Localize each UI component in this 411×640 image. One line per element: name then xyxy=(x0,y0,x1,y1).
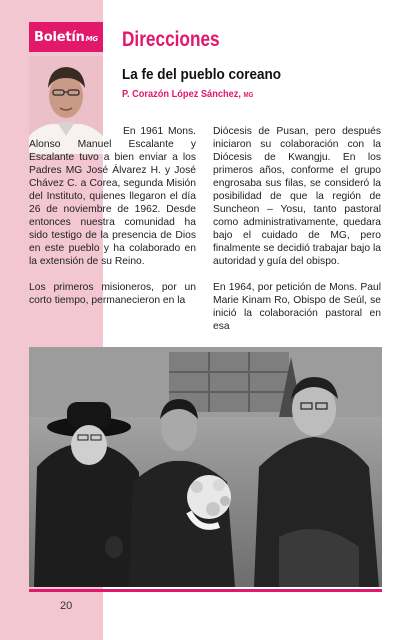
logo-suffix: MG xyxy=(85,34,98,43)
historical-photo xyxy=(29,347,382,587)
paragraph: En 1961 Mons. Alonso Manuel Escalante y Escalante tuvo a bien enviar a los Padres MG José Álvarez H. y José Chávez C. a Corea, segunda Misión del Instituto, quienes llegaron el día 26 de noviembre de 1962. Desde entonces nuestra comunidad ha sido testigo de la presencia de Dios en este pueblo y ha colaborado en la extensión de su Reino. xyxy=(29,126,196,267)
paragraph: Diócesis de Pusan, pero después iniciaron su colaboración con la Diócesis de Kwangju. En los primeros años, conforme el grupo engrosaba sus filas, se consideró la posibilidad de que la región de Suncheon – Yosu, tanto pastoral como administrativamente, quedara bajo el cuidado de MG, pero finalmente se decidió trabajar bajo la autoridad y guía del obispo. xyxy=(213,126,381,267)
byline-suffix: MG xyxy=(243,92,254,99)
logo-text: Boletín xyxy=(34,29,85,45)
byline-author: P. Corazón López Sánchez, xyxy=(122,88,241,100)
footer-rule xyxy=(29,589,382,592)
text-column-left xyxy=(29,125,196,320)
text-column-right xyxy=(213,125,381,346)
paragraph: En 1964, por petición de Mons. Paul Marie Kinam Ro, Obispo de Seúl, se inició la colaboración pastoral en esa xyxy=(213,282,381,332)
article-title: La fe del pueblo coreano xyxy=(122,66,282,83)
page-number: 20 xyxy=(60,600,73,612)
byline xyxy=(122,88,253,100)
photo-image xyxy=(29,347,382,587)
section-title: Direcciones xyxy=(122,28,220,51)
paragraph: Los primeros misioneros, por un corto tiempo, permanecieron en la xyxy=(29,282,196,306)
boletin-logo xyxy=(29,22,103,52)
